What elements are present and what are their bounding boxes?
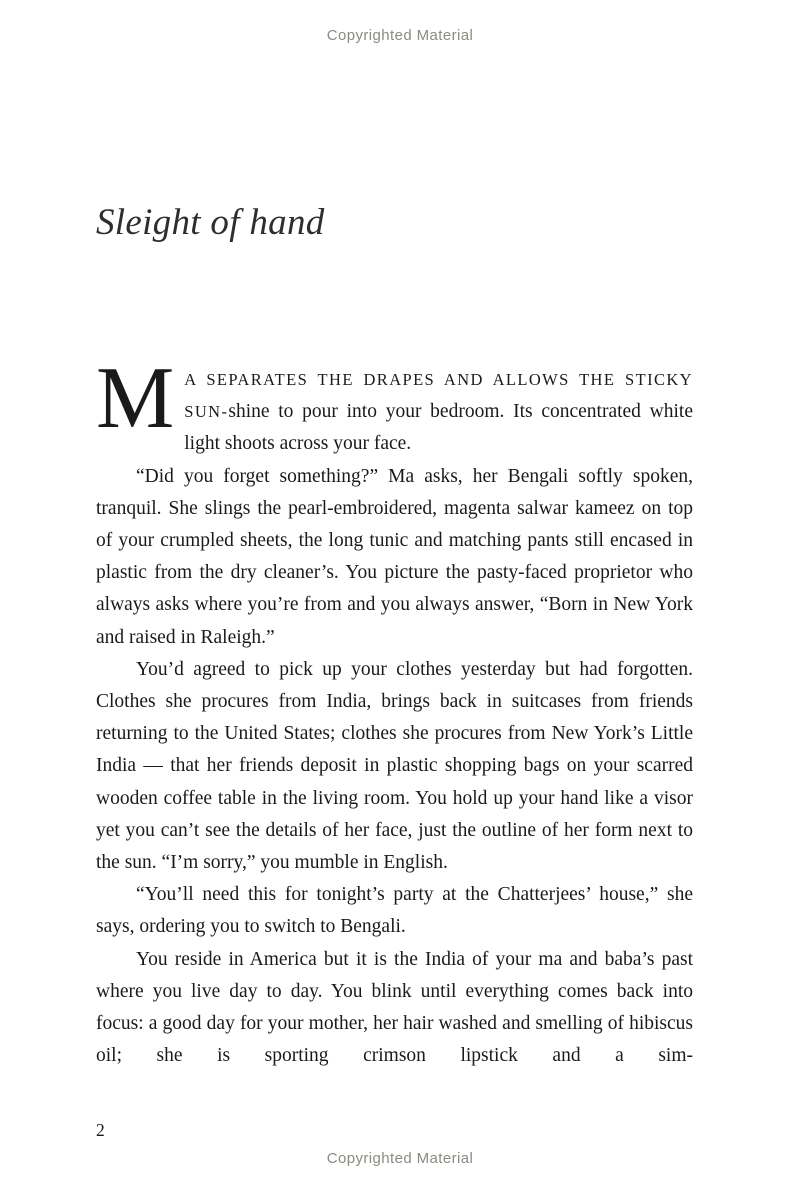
paragraph: “You’ll need this for tonight’s party at the Chatterjees’ house,” she says, ordering you to switch to Bengali. bbox=[96, 884, 693, 938]
paragraph-cutoff: You reside in America but it is the India of your ma and baba’s past where you live day to day. You blink until everything comes back into focus: a good day for your mother, her hair washed and smelling of hibiscus oil; she is sporting crimson lipstick and a sim- bbox=[96, 948, 693, 1067]
page-number: 2 bbox=[96, 1120, 105, 1140]
chapter-title: Sleight of hand bbox=[96, 201, 325, 243]
paragraph: You’d agreed to pick up your clothes yesterday but had forgotten. Clothes she procures from India, brings back in suitcases from friends returning to the United States; clothes she procures from New York’s Little India — that her friends deposit in plastic shopping bags on your scarred wooden coffee table in the living room. You hold up your hand like a visor yet you can’t see the details of her face, just the outline of her form next to the sun. “I’m sorry,” you mumble in English. bbox=[96, 658, 693, 874]
paragraph: “Did you forget something?” Ma asks, her Bengali softly spoken, tranquil. She slings the pearl-embroidered, magenta salwar kameez on top of your crumpled sheets, the long tunic and matching pants still encased in plastic from the dry cleaner’s. You picture the pasty-faced proprietor who always asks where you’re from and you always answer, “Born in New York and raised in Raleigh.” bbox=[96, 465, 693, 648]
opening-smallcaps: A SEPARATES THE DRAPES AND ALLOWS THE STICKY SUN- bbox=[184, 370, 693, 422]
drop-cap: M bbox=[96, 350, 175, 447]
opening-rest: shine to pour into your bedroom. Its concentrated white light shoots across your face. bbox=[184, 401, 693, 455]
copyright-notice-bottom: Copyrighted Material bbox=[326, 1150, 474, 1167]
copyright-notice-top: Copyrighted Material bbox=[326, 27, 474, 44]
opening-paragraph bbox=[96, 350, 693, 461]
body-text bbox=[96, 350, 693, 1072]
